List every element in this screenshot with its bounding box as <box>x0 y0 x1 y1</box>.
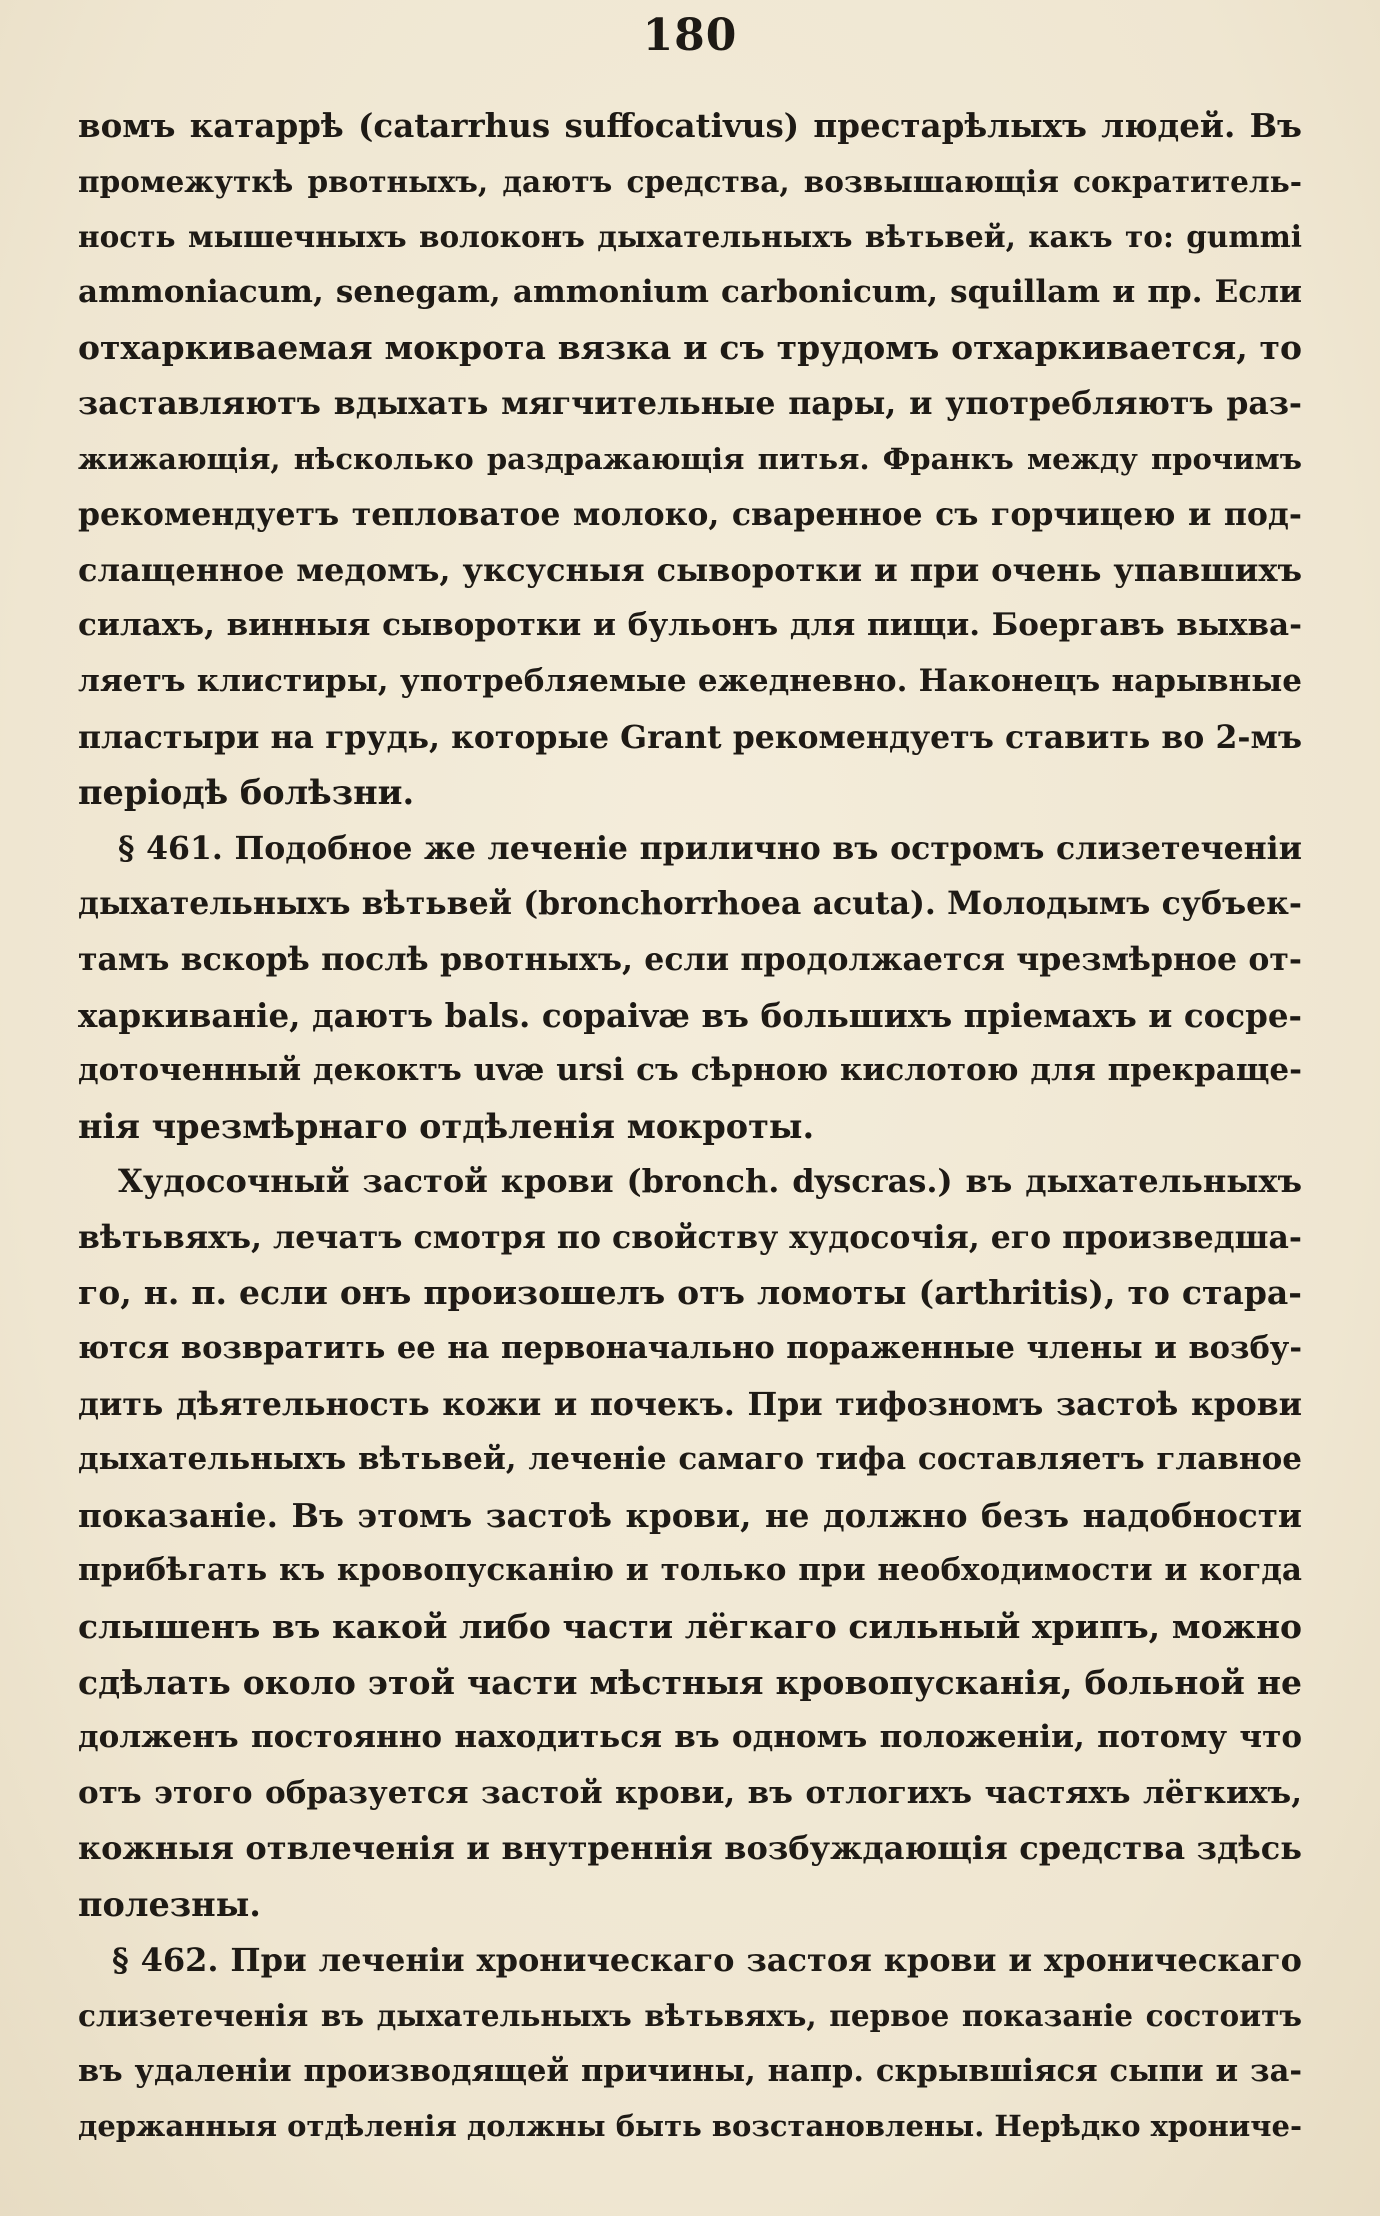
text-line: промежуткѣ рвотныхъ, даютъ средства, возвышающія сократитель- <box>78 163 1302 199</box>
text-line: вомъ катаррѣ (catarrhus suffocativus) престарѣлыхъ людей. Въ <box>78 106 1302 145</box>
text-line: слащенное медомъ, уксусныя сыворотки и при очень упавшихъ <box>78 550 1302 589</box>
text-line: рекомендуетъ тепловатое молоко, сваренное съ горчицею и под- <box>78 496 1302 534</box>
page-number: 180 <box>642 10 738 61</box>
text-line: дить дѣятельность кожи и почекъ. При тифозномъ застоѣ крови <box>78 1385 1302 1423</box>
text-line: ются возвратить ее на первоначально пораженные члены и возбу- <box>78 1330 1302 1367</box>
text-line: силахъ, винныя сыворотки и бульонъ для пищи. Боергавъ выхва- <box>78 607 1302 644</box>
text-line: сдѣлать около этой части мѣстныя кровопусканія, больной не <box>78 1662 1302 1702</box>
text-line: жижающія, нѣсколько раздражающія питья. Франкъ между прочимъ <box>78 441 1302 476</box>
body-text <box>78 98 1302 2155</box>
text-line: отъ этого образуется застой крови, въ отлогихъ частяхъ лёгкихъ, <box>78 1774 1302 1811</box>
text-line: пластыри на грудь, которые Grant рекомендуетъ ставить во 2-мъ <box>78 718 1302 756</box>
text-line: прибѣгать къ кровопусканію и только при необходимости и когда <box>78 1552 1302 1589</box>
text-line: въ удаленіи производящей причины, напр. скрывшіяся сыпи и за- <box>78 2052 1302 2089</box>
text-line: слизетеченія въ дыхательныхъ вѣтьвяхъ, первое показаніе состоитъ <box>78 1998 1302 2034</box>
text-line: тамъ вскорѣ послѣ рвотныхъ, если продолжается чрезмѣрное от- <box>78 940 1302 978</box>
text-line: харкиваніе, даютъ bals. copaivæ въ большихъ пріемахъ и сосре- <box>78 995 1302 1035</box>
text-line: ammoniacum, senegam, ammonium carbonicum, squillam и пр. Если <box>78 273 1302 310</box>
paragraph-start-line: Худосочный застой крови (bronch. dyscras.) въ дыхательныхъ <box>118 1162 1302 1201</box>
text-line: слышенъ въ какой либо части лёгкаго сильный хрипъ, можно <box>78 1607 1302 1647</box>
text-line: доточенный декоктъ uvæ ursi съ сѣрною кислотою для прекраще- <box>78 1052 1302 1089</box>
text-line: ляетъ клистиры, употребляемые ежедневно. Наконецъ нарывные <box>78 662 1302 699</box>
text-line: періодѣ болѣзни. <box>78 773 415 813</box>
text-line: полезны. <box>78 1885 261 1924</box>
text-line: кожныя отвлеченія и внутреннія возбуждающія средства здѣсь <box>78 1829 1302 1868</box>
text-line: долженъ постоянно находиться въ одномъ положеніи, потому что <box>78 1719 1302 1756</box>
text-line: нія чрезмѣрнаго отдѣленія мокроты. <box>78 1106 815 1146</box>
text-line: показаніе. Въ этомъ застоѣ крови, не должно безъ надобности <box>78 1495 1302 1535</box>
section-461-heading-line: § 461. Подобное же леченіе прилично въ остромъ слизетеченіи <box>118 829 1302 867</box>
text-line: го, н. п. если онъ произошелъ отъ ломоты (arthritis), то стара- <box>78 1273 1302 1313</box>
text-line: дыхательныхъ вѣтьвей (bronchorrhoea acuta). Молодымъ субъек- <box>78 885 1302 923</box>
text-line: ность мышечныхъ волоконъ дыхательныхъ вѣтьвей, какъ то: gummi <box>78 219 1302 255</box>
text-line: дыхательныхъ вѣтьвей, леченіе самаго тифа составляетъ главное <box>78 1441 1302 1478</box>
text-line: отхаркиваемая мокрота вязка и съ трудомъ отхаркивается, то <box>78 328 1302 368</box>
text-line: заставляютъ вдыхать мягчительные пары, и употребляютъ раз- <box>78 384 1302 422</box>
text-line: вѣтьвяхъ, лечатъ смотря по свойству худосочія, его произведша- <box>78 1218 1302 1256</box>
section-462-heading-line: § 462. При леченіи хроническаго застоя крови и хроническаго <box>112 1940 1302 1979</box>
text-line: держанныя отдѣленія должны быть возстановлены. Нерѣдко хрониче- <box>78 2109 1302 2144</box>
